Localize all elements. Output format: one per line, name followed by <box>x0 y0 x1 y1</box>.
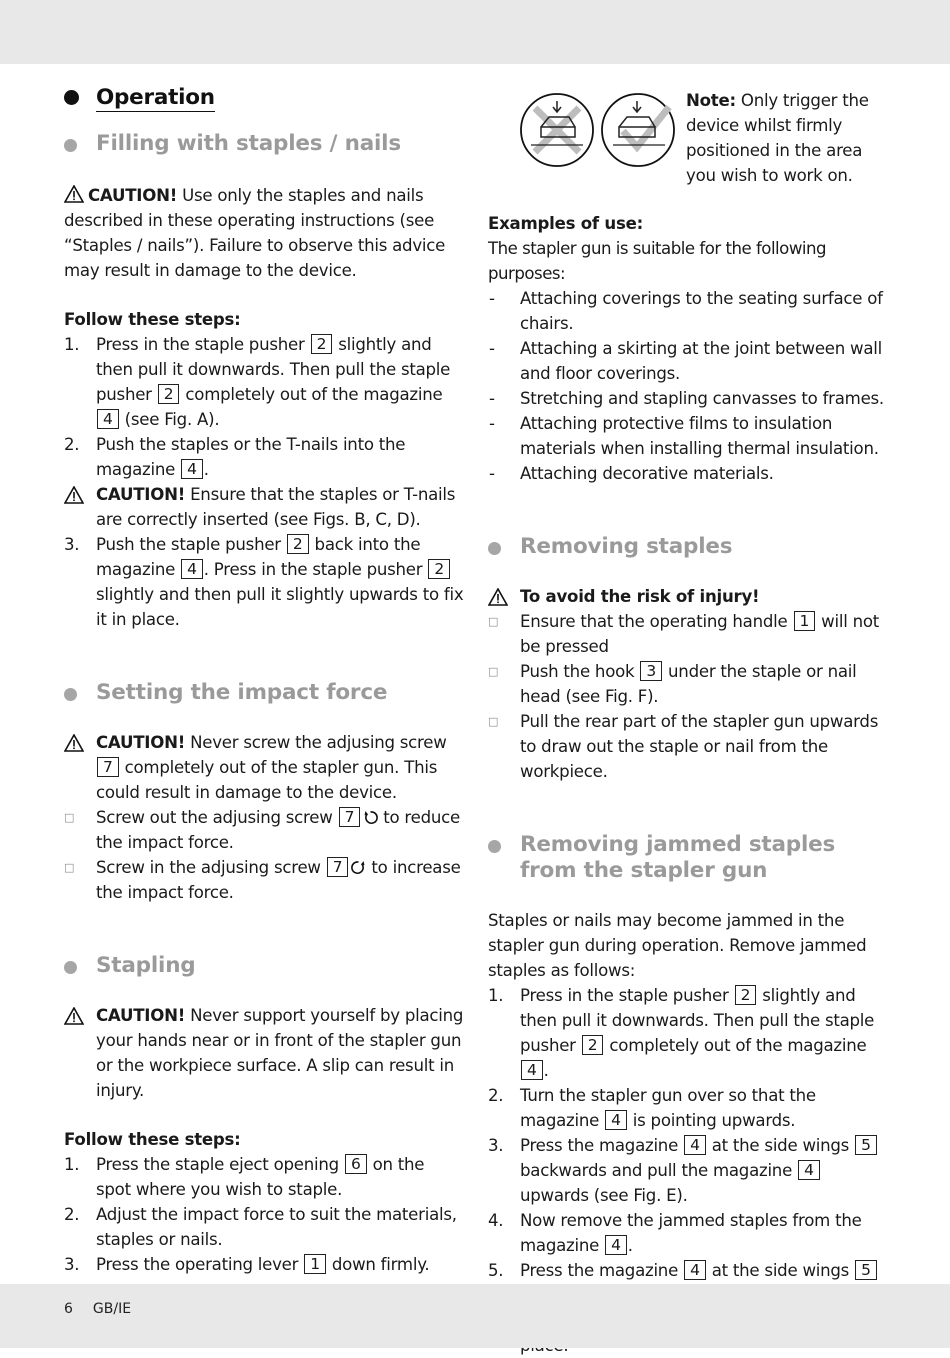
stapling-step-2: 2. Adjust the impact force to suit the materials, staples or nails. <box>64 1205 457 1249</box>
jammed-step-3: 3. Press the magazine 4 at the side wings 5 backwards and pull the magazine 4 upwards (see Fig. E). <box>488 1133 893 1208</box>
usage-pictograms <box>519 93 681 167</box>
ref-box: 4 <box>521 1060 543 1080</box>
examples-label: Examples of use: <box>488 214 643 233</box>
ref-box: 2 <box>287 534 309 554</box>
note-trigger: Note: Only trigger the device whilst firmly positioned in the area you wish to work on. <box>686 91 869 185</box>
jammed-intro: Staples or nails may become jammed in the stapler gun during operation. Remove jammed staples as follows: <box>488 911 867 980</box>
ref-box: 4 <box>605 1235 627 1255</box>
jammed-step-1: 1. Press in the staple pusher 2 slightly and then pull it downwards. Then pull the staple pusher 2 completely out of the magazine 4 . <box>488 986 875 1080</box>
ref-box: 4 <box>97 409 119 429</box>
ref-box: 5 <box>855 1135 877 1155</box>
left-column <box>64 82 464 1277</box>
page-footer <box>64 1301 151 1317</box>
example-item: - Attaching a skirting at the joint between wall and floor coverings. <box>489 339 883 383</box>
ref-box: 7 <box>97 757 119 777</box>
injury-warning: To avoid the risk of injury! <box>488 584 893 609</box>
ref-box: 4 <box>181 459 203 479</box>
ref-box: 4 <box>605 1110 627 1130</box>
caution-inserted: CAUTION! Ensure that the staples or T-nails are correctly inserted (see Figs. B, C, D). <box>64 482 464 532</box>
section-title-filling: Filling with staples / nails <box>64 131 464 157</box>
ref-box: 4 <box>798 1160 820 1180</box>
follow-steps-label-2: Follow these steps: <box>64 1130 241 1149</box>
fill-step-1: 1. Press in the staple pusher 2 slightly and then pull it downwards. Then pull the staple pusher 2 completely out of the magazine 4 (see Fig. A). <box>64 335 451 429</box>
caution-filling: CAUTION! Use only the staples and nails described in these operating instructions (see “Staples / nails”). Failure to observe this advice may result in damage to the device. <box>64 186 446 280</box>
section-title-removing: Removing staples <box>488 534 893 560</box>
correct-use-pictogram <box>602 94 674 166</box>
ref-box: 5 <box>855 1260 877 1280</box>
ref-box: 3 <box>640 661 662 681</box>
example-item: - Attaching decorative materials. <box>489 464 774 483</box>
ref-box: 4 <box>181 559 203 579</box>
example-item: - Stretching and stapling canvasses to frames. <box>489 389 884 408</box>
caution-impact: CAUTION! Never screw the adjusing screw 7 completely out of the stapler gun. This could result in damage to the device. <box>64 730 464 805</box>
example-item: - Attaching protective films to insulation materials when installing thermal insulation. <box>489 414 879 458</box>
follow-steps-label: Follow these steps: <box>64 310 241 329</box>
ref-box: 1 <box>304 1254 326 1274</box>
fill-step-3: 3. Push the staple pusher 2 back into the magazine 4 . Press in the staple pusher 2 slightly and then pull it slightly upwards to fix it in place. <box>64 535 464 629</box>
impact-bullet-reduce: □ Screw out the adjusing screw 7 to reduce the impact force. <box>64 808 460 852</box>
jammed-step-2: 2. Turn the stapler gun over so that the magazine 4 is pointing upwards. <box>488 1086 816 1130</box>
ref-box: 2 <box>428 559 450 579</box>
removing-bullet-1: □ Ensure that the operating handle 1 will not be pressed <box>488 612 880 656</box>
example-item: - Attaching coverings to the seating surface of chairs. <box>489 289 883 333</box>
stapling-step-3: 3. Press the operating lever 1 down firmly. <box>64 1255 430 1274</box>
impact-bullet-increase: □ Screw in the adjusing screw 7 to increase the impact force. <box>64 858 461 902</box>
examples-intro: The stapler gun is suitable for the following purposes: <box>488 239 827 283</box>
rotate-counterclockwise-icon <box>363 810 378 825</box>
warning-icon <box>64 185 84 203</box>
ref-box: 4 <box>684 1135 706 1155</box>
warning-icon <box>488 588 508 606</box>
stapling-step-1: 1. Press the staple eject opening 6 on the spot where you wish to staple. <box>64 1155 425 1199</box>
removing-bullet-3: □ Pull the rear part of the stapler gun upwards to draw out the staple or nail from the workpiece. <box>488 712 879 781</box>
caution-stapling: CAUTION! Never support yourself by placing your hands near or in front of the stapler gun or the workpiece surface. A slip can result in injury. <box>64 1003 464 1103</box>
page-number: 6 <box>64 1301 73 1317</box>
jammed-step-4: 4. Now remove the jammed staples from the magazine 4 . <box>488 1211 862 1255</box>
ref-box: 1 <box>794 611 816 631</box>
right-column <box>488 211 893 1358</box>
ref-box: 2 <box>735 985 757 1005</box>
header-band <box>0 0 950 64</box>
rotate-clockwise-icon <box>351 860 366 875</box>
ref-box: 2 <box>311 334 333 354</box>
incorrect-use-pictogram <box>521 94 593 166</box>
section-title-impact: Setting the impact force <box>64 680 464 706</box>
section-title-jammed: Removing jammed staples from the stapler gun <box>488 832 893 884</box>
warning-icon <box>64 734 84 752</box>
fill-step-2: 2. Push the staples or the T-nails into the magazine 4 . <box>64 435 406 479</box>
ref-box: 2 <box>582 1035 604 1055</box>
warning-icon <box>64 486 84 504</box>
ref-box: 7 <box>327 857 349 877</box>
removing-bullet-2: □ Push the hook 3 under the staple or nail head (see Fig. F). <box>488 662 857 706</box>
section-title-operation: Operation <box>64 82 215 114</box>
ref-box: 2 <box>158 384 180 404</box>
warning-icon <box>64 1007 84 1025</box>
ref-box: 4 <box>684 1260 706 1280</box>
ref-box: 6 <box>345 1154 367 1174</box>
section-title-stapling: Stapling <box>64 953 464 979</box>
jammed-step-5: 5. Press the magazine 4 at the side wings 5 <box>488 1258 893 1358</box>
ref-box: 7 <box>339 807 361 827</box>
region-label: GB/IE <box>92 1301 132 1317</box>
